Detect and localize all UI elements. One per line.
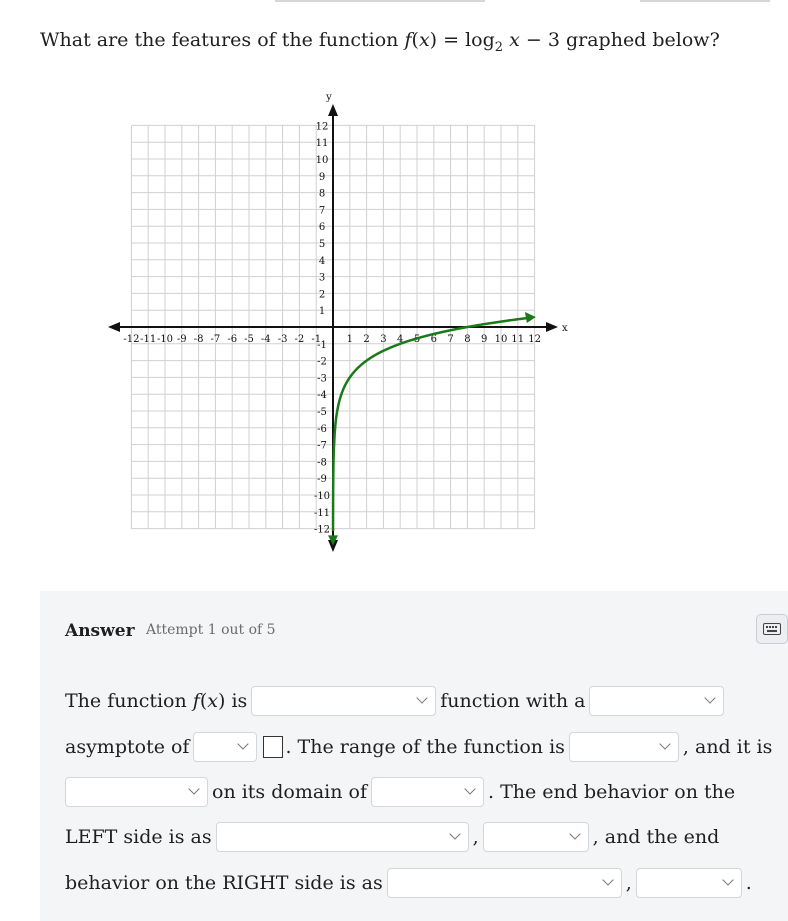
y-tick-label: 4: [318, 255, 326, 267]
x-tick-label: -10: [156, 334, 174, 345]
x-tick-label: 6: [430, 334, 437, 345]
domain-dropdown[interactable]: [371, 777, 484, 807]
y-tick-label: -2: [317, 356, 327, 368]
y-tick-label: -5: [317, 407, 327, 418]
x-tick-label: -9: [176, 334, 187, 345]
chevron-down-icon: [417, 692, 428, 703]
y-tick-label: -8: [317, 457, 327, 469]
text-segment: , and it is: [682, 736, 773, 758]
function-graph: [100, 86, 580, 566]
y-tick-label: -6: [317, 423, 327, 435]
y-tick-label: -1: [317, 339, 327, 351]
text-segment: ,: [625, 872, 632, 894]
y-tick-label: 7: [318, 205, 326, 217]
y-tick-label: -4: [317, 390, 327, 402]
y-tick-label: 12: [315, 121, 329, 133]
chevron-down-icon: [602, 874, 613, 885]
function-name: f: [404, 29, 412, 51]
y-tick-label: 6: [318, 222, 326, 234]
text-segment: function with a: [440, 690, 586, 712]
asymptote-type-dropdown[interactable]: [589, 686, 724, 716]
x-tick-label: -6: [227, 334, 238, 345]
x-tick-label: 9: [481, 334, 488, 345]
asymptote-variable-dropdown[interactable]: [193, 732, 257, 762]
y-tick-label: 9: [318, 171, 326, 183]
text-segment: The function: [65, 690, 187, 712]
text-segment: behavior on the RIGHT side is as: [65, 872, 383, 894]
answer-label: Answer: [65, 621, 135, 641]
answer-line-3: [65, 775, 735, 809]
x-tick-label: 8: [464, 334, 471, 345]
chevron-down-icon: [449, 828, 460, 839]
top-divider: [640, 0, 770, 2]
text-segment: . The range of the function is: [285, 736, 565, 758]
x-tick-label: -12: [123, 334, 140, 345]
chevron-down-icon: [659, 738, 670, 749]
x-tick-label: 10: [494, 334, 508, 345]
chevron-down-icon: [464, 783, 475, 794]
y-tick-label: 8: [318, 188, 326, 200]
chevron-down-icon: [569, 828, 580, 839]
keyboard-icon: [763, 623, 781, 635]
function-type-dropdown[interactable]: [251, 686, 436, 716]
x-axis-left-arrow: [108, 322, 120, 332]
keyboard-button[interactable]: [756, 614, 788, 644]
function-var: x: [509, 29, 520, 51]
function-expression: $f(x) = \log_2 x - 3$: [404, 29, 560, 55]
answer-line-4: [65, 820, 719, 854]
asymptote-value-input[interactable]: [263, 736, 283, 758]
monotonic-dropdown[interactable]: [65, 777, 208, 807]
function-curve: [333, 318, 527, 531]
top-divider: [275, 0, 485, 2]
x-tick-label: -3: [277, 334, 288, 345]
text-segment: ,: [472, 826, 479, 848]
left-end-x-dropdown[interactable]: [216, 822, 469, 852]
question-text: [40, 29, 720, 55]
attempt-counter: Attempt 1 out of 5: [146, 622, 276, 638]
y-tick-label: -12: [313, 524, 331, 536]
right-end-y-dropdown[interactable]: [636, 868, 742, 898]
text-segment: on its domain of: [212, 781, 367, 803]
text-segment: is: [231, 690, 248, 712]
x-tick-label: 11: [511, 334, 525, 345]
function-name: f: [192, 690, 200, 712]
y-tick-label: 5: [318, 239, 326, 250]
range-dropdown[interactable]: [569, 732, 679, 762]
x-tick-label: -8: [193, 334, 204, 345]
chevron-down-icon: [238, 738, 249, 749]
x-axis-label: x: [562, 323, 568, 334]
x-tick-label: 7: [447, 334, 454, 345]
x-tick-label: -4: [260, 334, 271, 345]
left-end-y-dropdown[interactable]: [483, 822, 589, 852]
chevron-down-icon: [705, 692, 716, 703]
x-tick-label: -11: [140, 334, 157, 345]
chevron-down-icon: [722, 874, 733, 885]
x-tick-label: 2: [363, 334, 370, 345]
x-axis-right-arrow: [546, 322, 558, 332]
y-tick-label: -10: [313, 491, 331, 502]
answer-panel: [40, 591, 788, 921]
text-segment: asymptote of: [65, 736, 190, 758]
chevron-down-icon: [188, 783, 199, 794]
x-tick-label: -1: [311, 334, 322, 345]
y-tick-label: 3: [318, 272, 326, 284]
x-tick-label: -2: [294, 334, 305, 345]
text-segment: , and the end: [592, 826, 720, 848]
y-axis-label: y: [326, 92, 332, 103]
log-label: log: [465, 29, 495, 51]
y-tick-label: -7: [317, 440, 327, 452]
answer-line-1: [65, 684, 728, 718]
y-tick-label: -9: [317, 474, 327, 486]
y-tick-label: -3: [317, 373, 327, 385]
x-tick-label: 4: [397, 334, 404, 345]
right-end-x-dropdown[interactable]: [387, 868, 622, 898]
y-tick-label: -11: [313, 507, 331, 519]
question-suffix: graphed below?: [565, 29, 720, 51]
answer-line-5: [65, 866, 752, 900]
function-var: x: [207, 690, 218, 712]
question-prefix: What are the features of the function: [40, 29, 399, 51]
log-base: 2: [494, 39, 504, 55]
y-tick-label: 1: [318, 306, 326, 318]
y-tick-label: 10: [315, 155, 329, 166]
y-tick-label: 11: [315, 138, 329, 150]
function-constant: 3: [547, 29, 560, 51]
x-tick-label: 1: [346, 334, 353, 345]
x-tick-label: -5: [244, 334, 254, 345]
answer-line-2: [65, 730, 772, 764]
x-tick-label: 12: [528, 334, 541, 345]
y-axis-up-arrow: [328, 104, 338, 116]
function-ref: f(x): [192, 690, 226, 712]
text-segment: .: [745, 872, 752, 894]
minus-sign: −: [525, 29, 542, 51]
text-segment: . The end behavior on the: [488, 781, 736, 803]
y-tick-label: 2: [318, 289, 326, 301]
x-tick-label: 3: [380, 334, 387, 345]
x-tick-label: -7: [210, 334, 221, 345]
text-segment: LEFT side is as: [65, 826, 212, 848]
x-tick-label: 5: [413, 334, 421, 345]
function-var: x: [418, 29, 430, 51]
